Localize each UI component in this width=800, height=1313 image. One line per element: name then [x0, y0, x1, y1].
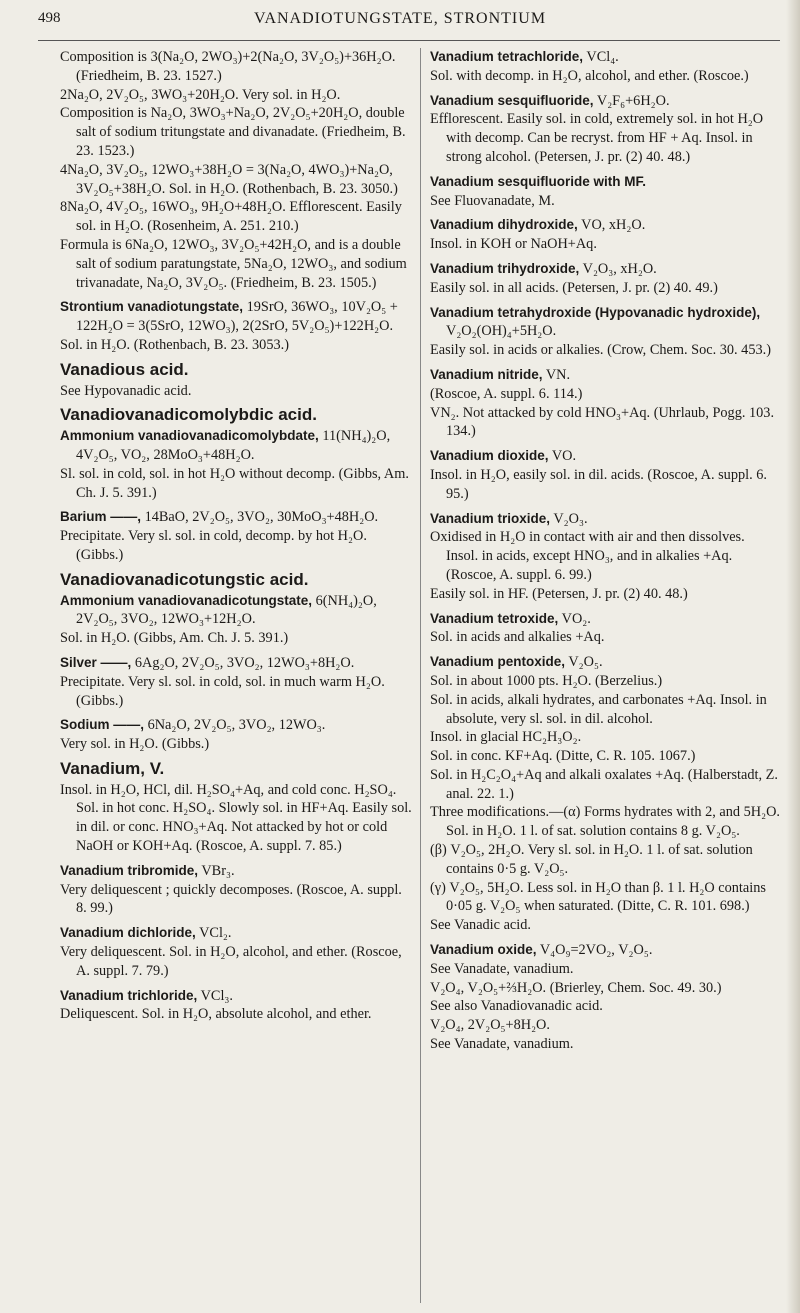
- entry-body: VO.: [548, 448, 577, 465]
- entry-text: [60, 527, 412, 565]
- entry-heading: Vanadium tetroxide,: [430, 610, 559, 626]
- entry-heading: Vanadium sesquifluoride,: [430, 92, 594, 108]
- entry-body: Sol. in H₂O. (Gibbs, Am. Ch. J. 5. 391.): [60, 630, 289, 647]
- entry: [430, 260, 780, 279]
- entry-text: [60, 198, 412, 236]
- entry-heading: Strontium vanadiotungstate,: [60, 299, 244, 315]
- entry-body: V₂F₆+6H₂O.: [593, 92, 670, 109]
- entry-body: V₂O₅.: [565, 654, 603, 671]
- see-reference: [430, 916, 780, 935]
- entry-body: Very sol. in H₂O. (Gibbs.): [60, 736, 210, 753]
- see-reference: [60, 382, 412, 401]
- column-divider: [420, 48, 421, 1303]
- entry-body: V₂O₂(OH)₄+5H₂O.: [446, 323, 557, 340]
- section-heading: Vanadious acid.: [60, 359, 189, 379]
- entry-body: (β) V₂O₅, 2H₂O. Very sl. sol. in H₂O. 1 l. of sat. solution contains 0·5 g. V₂O₅.: [430, 842, 753, 877]
- entry: [60, 716, 412, 735]
- entry-body: VO₂.: [558, 610, 591, 627]
- entry-heading: Vanadium tetrachloride,: [430, 49, 584, 64]
- entry-body: 19SrO, 36WO₃, 10V₂O₅ + 122H₂O = 3(5SrO, 12WO₃), 2(2SrO, 5V₂O₅)+122H₂O.: [76, 299, 398, 335]
- entry-text: [60, 629, 412, 648]
- entry-body: V₄O₉=2VO₂, V₂O₅.: [536, 942, 653, 959]
- entry-body: Sl. sol. in cold, sol. in hot H₂O without decomp. (Gibbs, Am. Ch. J. 5. 391.): [60, 465, 409, 501]
- entry-body: 6(NH₄)₂O, 2V₂O₅, 3VO₂, 12WO₃+12H₂O.: [76, 592, 377, 628]
- entry: [430, 653, 780, 672]
- entry-body: Oxidised in H₂O in contact with air and then dissolves. Insol. in acids, except HNO₃, and in alkalies +Aq. (Roscoe, A. suppl. 6. 99.): [430, 529, 745, 583]
- entry: [430, 510, 780, 529]
- entry: [430, 92, 780, 111]
- entry-body: VCl₂.: [195, 925, 232, 942]
- right-column: [430, 48, 780, 1054]
- entry-body: Very deliquescent. Sol. in H₂O, alcohol, and ether. (Roscoe, A. suppl. 7. 79.): [60, 944, 402, 979]
- entry-body: Easily sol. in acids or alkalies. (Crow, Chem. Soc. 30. 453.): [430, 342, 771, 359]
- entry-body: Sol. in acids, alkali hydrates, and carbonates +Aq. Insol. in absolute, very sl. sol. in dil. alcohol.: [430, 691, 767, 727]
- entry-text: [60, 161, 412, 199]
- entry: [60, 508, 412, 527]
- entry-text: [430, 279, 780, 298]
- entry-body: Deliquescent. Sol. in H₂O, absolute alcohol, and ether.: [60, 1006, 372, 1023]
- entry-text: [430, 67, 780, 86]
- entry-body: 14BaO, 2V₂O₅, 3VO₂, 30MoO₃+48H₂O.: [141, 509, 379, 526]
- section-heading: Vanadiovanadicomolybdic acid.: [60, 405, 317, 425]
- see-reference: [430, 997, 780, 1016]
- entry-text: [430, 691, 780, 729]
- entry-body: Sol. in H₂C₂O₄+Aq and alkali oxalates +Aq. (Halberstadt, Z. anal. 22. 1.): [430, 766, 778, 802]
- entry-text: [60, 673, 412, 711]
- entry-body: Composition is 3(Na₂O, 2WO₃)+2(Na₂O, 3V₂O₅)+36H₂O. (Friedheim, B. 23. 1527.): [60, 49, 396, 84]
- entry-text: [430, 341, 780, 360]
- entry-text: [60, 336, 412, 355]
- entry-text: [430, 979, 780, 998]
- entry-heading: Sodium ——,: [60, 717, 144, 733]
- entry: [60, 862, 412, 881]
- page-edge: [786, 0, 800, 1313]
- entry-body: See Fluovanadate, M.: [430, 192, 555, 209]
- entry-text: [430, 628, 780, 647]
- entry: [60, 427, 412, 465]
- entry-heading: Vanadium dihydroxide,: [430, 217, 578, 233]
- entry: [430, 447, 780, 466]
- entry-heading: Vanadium pentoxide,: [430, 654, 566, 670]
- entry-body: V₂O₃.: [550, 510, 588, 527]
- page-number: 498: [38, 10, 61, 26]
- entry-body: Sol. in conc. KF+Aq. (Ditte, C. R. 105. 1067.): [430, 748, 696, 765]
- entry-body: Efflorescent. Easily sol. in cold, extremely sol. in hot H₂O with decomp. Can be recryst. from HF + Aq. Insol. in strong alcohol. (Petersen, J. pr. (2) 40. 48.): [430, 111, 764, 165]
- see-reference: [430, 192, 780, 211]
- see-reference: [430, 1035, 780, 1054]
- entry-heading: Vanadium tetrahydroxide (Hypovanadic hydroxide),: [430, 304, 761, 320]
- entry-body: VN.: [542, 366, 571, 383]
- entry-body: Very deliquescent ; quickly decomposes. (Roscoe, A. suppl. 8. 99.): [60, 881, 402, 917]
- entry: [430, 610, 780, 629]
- entry: [430, 173, 780, 192]
- entry-body: Easily sol. in HF. (Petersen, J. pr. (2) 40. 48.): [430, 585, 688, 602]
- entry-text: [430, 466, 780, 504]
- entry-body: See Hypovanadic acid.: [60, 382, 192, 399]
- entry-text: [430, 879, 780, 917]
- entry-body: Precipitate. Very sl. sol. in cold, decomp. by hot H₂O. (Gibbs.): [60, 528, 367, 563]
- entry-body: Precipitate. Very sl. sol. in cold, sol. in much warm H₂O. (Gibbs.): [60, 673, 385, 709]
- left-column: [60, 48, 412, 1024]
- entry-body: 11(NH₄)₂O, 4V₂O₅, VO₂, 28MoO₃+48H₂O.: [76, 428, 391, 463]
- entry-heading: Vanadium tribromide,: [60, 862, 199, 878]
- entry-text: [430, 1016, 780, 1035]
- entry-heading: Vanadium sesquifluoride with MF.: [430, 173, 647, 189]
- entry-body: VCl₄.: [583, 49, 619, 65]
- entry: [430, 216, 780, 235]
- entry-body: 4Na₂O, 3V₂O₅, 12WO₃+38H₂O = 3(Na₂O, 4WO₃)+Na₂O, 3V₂O₅+38H₂O. Sol. in H₂O. (Rothenbach, B. 23. 3050.): [60, 161, 398, 197]
- entry-text: [60, 236, 412, 292]
- entry-text: [430, 803, 780, 841]
- entry-body: VBr₃.: [198, 862, 235, 879]
- entry-body: V₂O₄, V₂O₅+⅔H₂O. (Brierley, Chem. Soc. 49. 30.): [430, 979, 722, 996]
- entry-heading: Vanadium trioxide,: [430, 510, 551, 526]
- entry-body: Insol. in KOH or NaOH+Aq.: [430, 236, 597, 253]
- entry-heading: Silver ——,: [60, 654, 132, 670]
- entry-text: [430, 385, 780, 404]
- entry-body: VO, xH₂O.: [577, 217, 646, 234]
- entry: [430, 941, 780, 960]
- entry-body: 2Na₂O, 2V₂O₅, 3WO₃+20H₂O. Very sol. in H₂O.: [60, 86, 341, 103]
- entry: [60, 987, 412, 1006]
- entry: [430, 48, 780, 67]
- entry: [60, 654, 412, 673]
- entry: [430, 304, 780, 342]
- entry-heading: Vanadium trichloride,: [60, 987, 198, 1003]
- entry-body: V₂O₃, xH₂O.: [579, 260, 657, 277]
- entry-text: [60, 943, 412, 981]
- entry-text: [60, 104, 412, 160]
- entry-body: See Vanadic acid.: [430, 917, 531, 934]
- entry-body: V₂O₄, 2V₂O₅+8H₂O.: [430, 1017, 550, 1034]
- entry: [60, 924, 412, 943]
- entry-text: [430, 585, 780, 604]
- entry-text: [430, 528, 780, 584]
- entry-body: Insol. in H₂O, HCl, dil. H₂SO₄+Aq, and cold conc. H₂SO₄. Sol. in hot conc. H₂SO₄. Slowly sol. in HF+Aq. Easily sol. in dil. or conc. HNO₃+Aq. Not attacked by hot or cold NaOH or KOH+Aq. (Roscoe, A. suppl. 7. 85.): [60, 781, 412, 855]
- entry-heading: Ammonium vanadiovanadicotungstate,: [60, 592, 313, 608]
- entry-body: Insol. in glacial HC₂H₃O₂.: [430, 729, 582, 746]
- entry-body: Three modifications.—(α) Forms hydrates with 2, and 5H₂O. Sol. in H₂O. 1 l. of sat. solution contains 8 g. V₂O₅.: [430, 804, 780, 840]
- entry-text: [60, 781, 412, 856]
- entry-body: Composition is Na₂O, 3WO₃+Na₂O, 2V₂O₅+20H₂O, double salt of sodium tritungstate and divanadate. (Friedheim, B. 23. 1523.): [60, 105, 406, 159]
- entry-body: VN₂. Not attacked by cold HNO₃+Aq. (Uhrlaub, Pogg. 103. 134.): [430, 404, 775, 440]
- entry-text: [60, 1005, 412, 1024]
- entry-text: [60, 881, 412, 919]
- entry-text: [430, 841, 780, 879]
- entry: [60, 592, 412, 630]
- entry-body: Sol. in about 1000 pts. H₂O. (Berzelius.): [430, 672, 663, 689]
- entry-text: [430, 404, 780, 442]
- entry-body: 6Na₂O, 2V₂O₅, 3VO₂, 12WO₃.: [144, 717, 326, 734]
- entry-text: [430, 747, 780, 766]
- entry-heading: Vanadium nitride,: [430, 366, 543, 382]
- entry-body: Sol. in H₂O. (Rothenbach, B. 23. 3053.): [60, 336, 289, 353]
- entry-body: See also Vanadiovanadic acid.: [430, 998, 603, 1015]
- running-head: VANADIOTUNGSTATE, STRONTIUM: [253, 10, 547, 27]
- entry-text: [430, 672, 780, 691]
- entry-body: 8Na₂O, 4V₂O₅, 16WO₃, 9H₂O+48H₂O. Efflorescent. Easily sol. in H₂O. (Rosenheim, A. 251. 210.): [60, 199, 402, 235]
- entry: [60, 298, 412, 336]
- entry-body: Sol. with decomp. in H₂O, alcohol, and ether. (Roscoe.): [430, 67, 749, 84]
- entry-heading: Vanadium dioxide,: [430, 448, 549, 464]
- entry-body: See Vanadate, vanadium.: [430, 960, 574, 977]
- entry-heading: Vanadium dichloride,: [60, 925, 196, 941]
- entry-heading: Vanadium trihydroxide,: [430, 260, 580, 276]
- entry-text: [430, 235, 780, 254]
- header-rule: [38, 40, 780, 41]
- entry-body: See Vanadate, vanadium.: [430, 1036, 574, 1053]
- entry-body: VCl₃.: [197, 987, 233, 1004]
- entry-body: (Roscoe, A. suppl. 6. 114.): [430, 385, 583, 402]
- see-reference: [430, 960, 780, 979]
- entry-text: [60, 86, 412, 105]
- entry-text: [430, 766, 780, 804]
- entry-text: [60, 48, 412, 86]
- entry-heading: Ammonium vanadiovanadicomolybdate,: [60, 428, 319, 444]
- entry-body: 6Ag₂O, 2V₂O₅, 3VO₂, 12WO₃+8H₂O.: [131, 654, 355, 671]
- entry-heading: Barium ——,: [60, 509, 142, 525]
- entry-text: [430, 728, 780, 747]
- entry-body: Formula is 6Na₂O, 12WO₃, 3V₂O₅+42H₂O, and is a double salt of sodium paratungstate, 5Na₂O, 12WO₃, and sodium trivanadate, Na₂O, 3V₂O₅. (Friedheim, B. 23. 1505.): [60, 236, 407, 291]
- entry-body: (γ) V₂O₅, 5H₂O. Less sol. in H₂O than β. 1 l. H₂O contains 0·05 g. V₂O₅ when saturated. (Ditte, C. R. 101. 698.): [430, 879, 766, 915]
- entry-text: [430, 110, 780, 166]
- entry: [430, 366, 780, 385]
- entry-body: Sol. in acids and alkalies +Aq.: [430, 629, 605, 646]
- entry-body: Insol. in H₂O, easily sol. in dil. acids. (Roscoe, A. suppl. 6. 95.): [430, 466, 767, 502]
- entry-body: Easily sol. in all acids. (Petersen, J. pr. (2) 40. 49.): [430, 279, 718, 296]
- entry-text: [60, 735, 412, 754]
- section-heading: Vanadiovanadicotungstic acid.: [60, 569, 309, 589]
- entry-heading: Vanadium oxide,: [430, 942, 537, 958]
- section-heading: Vanadium, V.: [60, 758, 165, 778]
- entry-text: [60, 465, 412, 503]
